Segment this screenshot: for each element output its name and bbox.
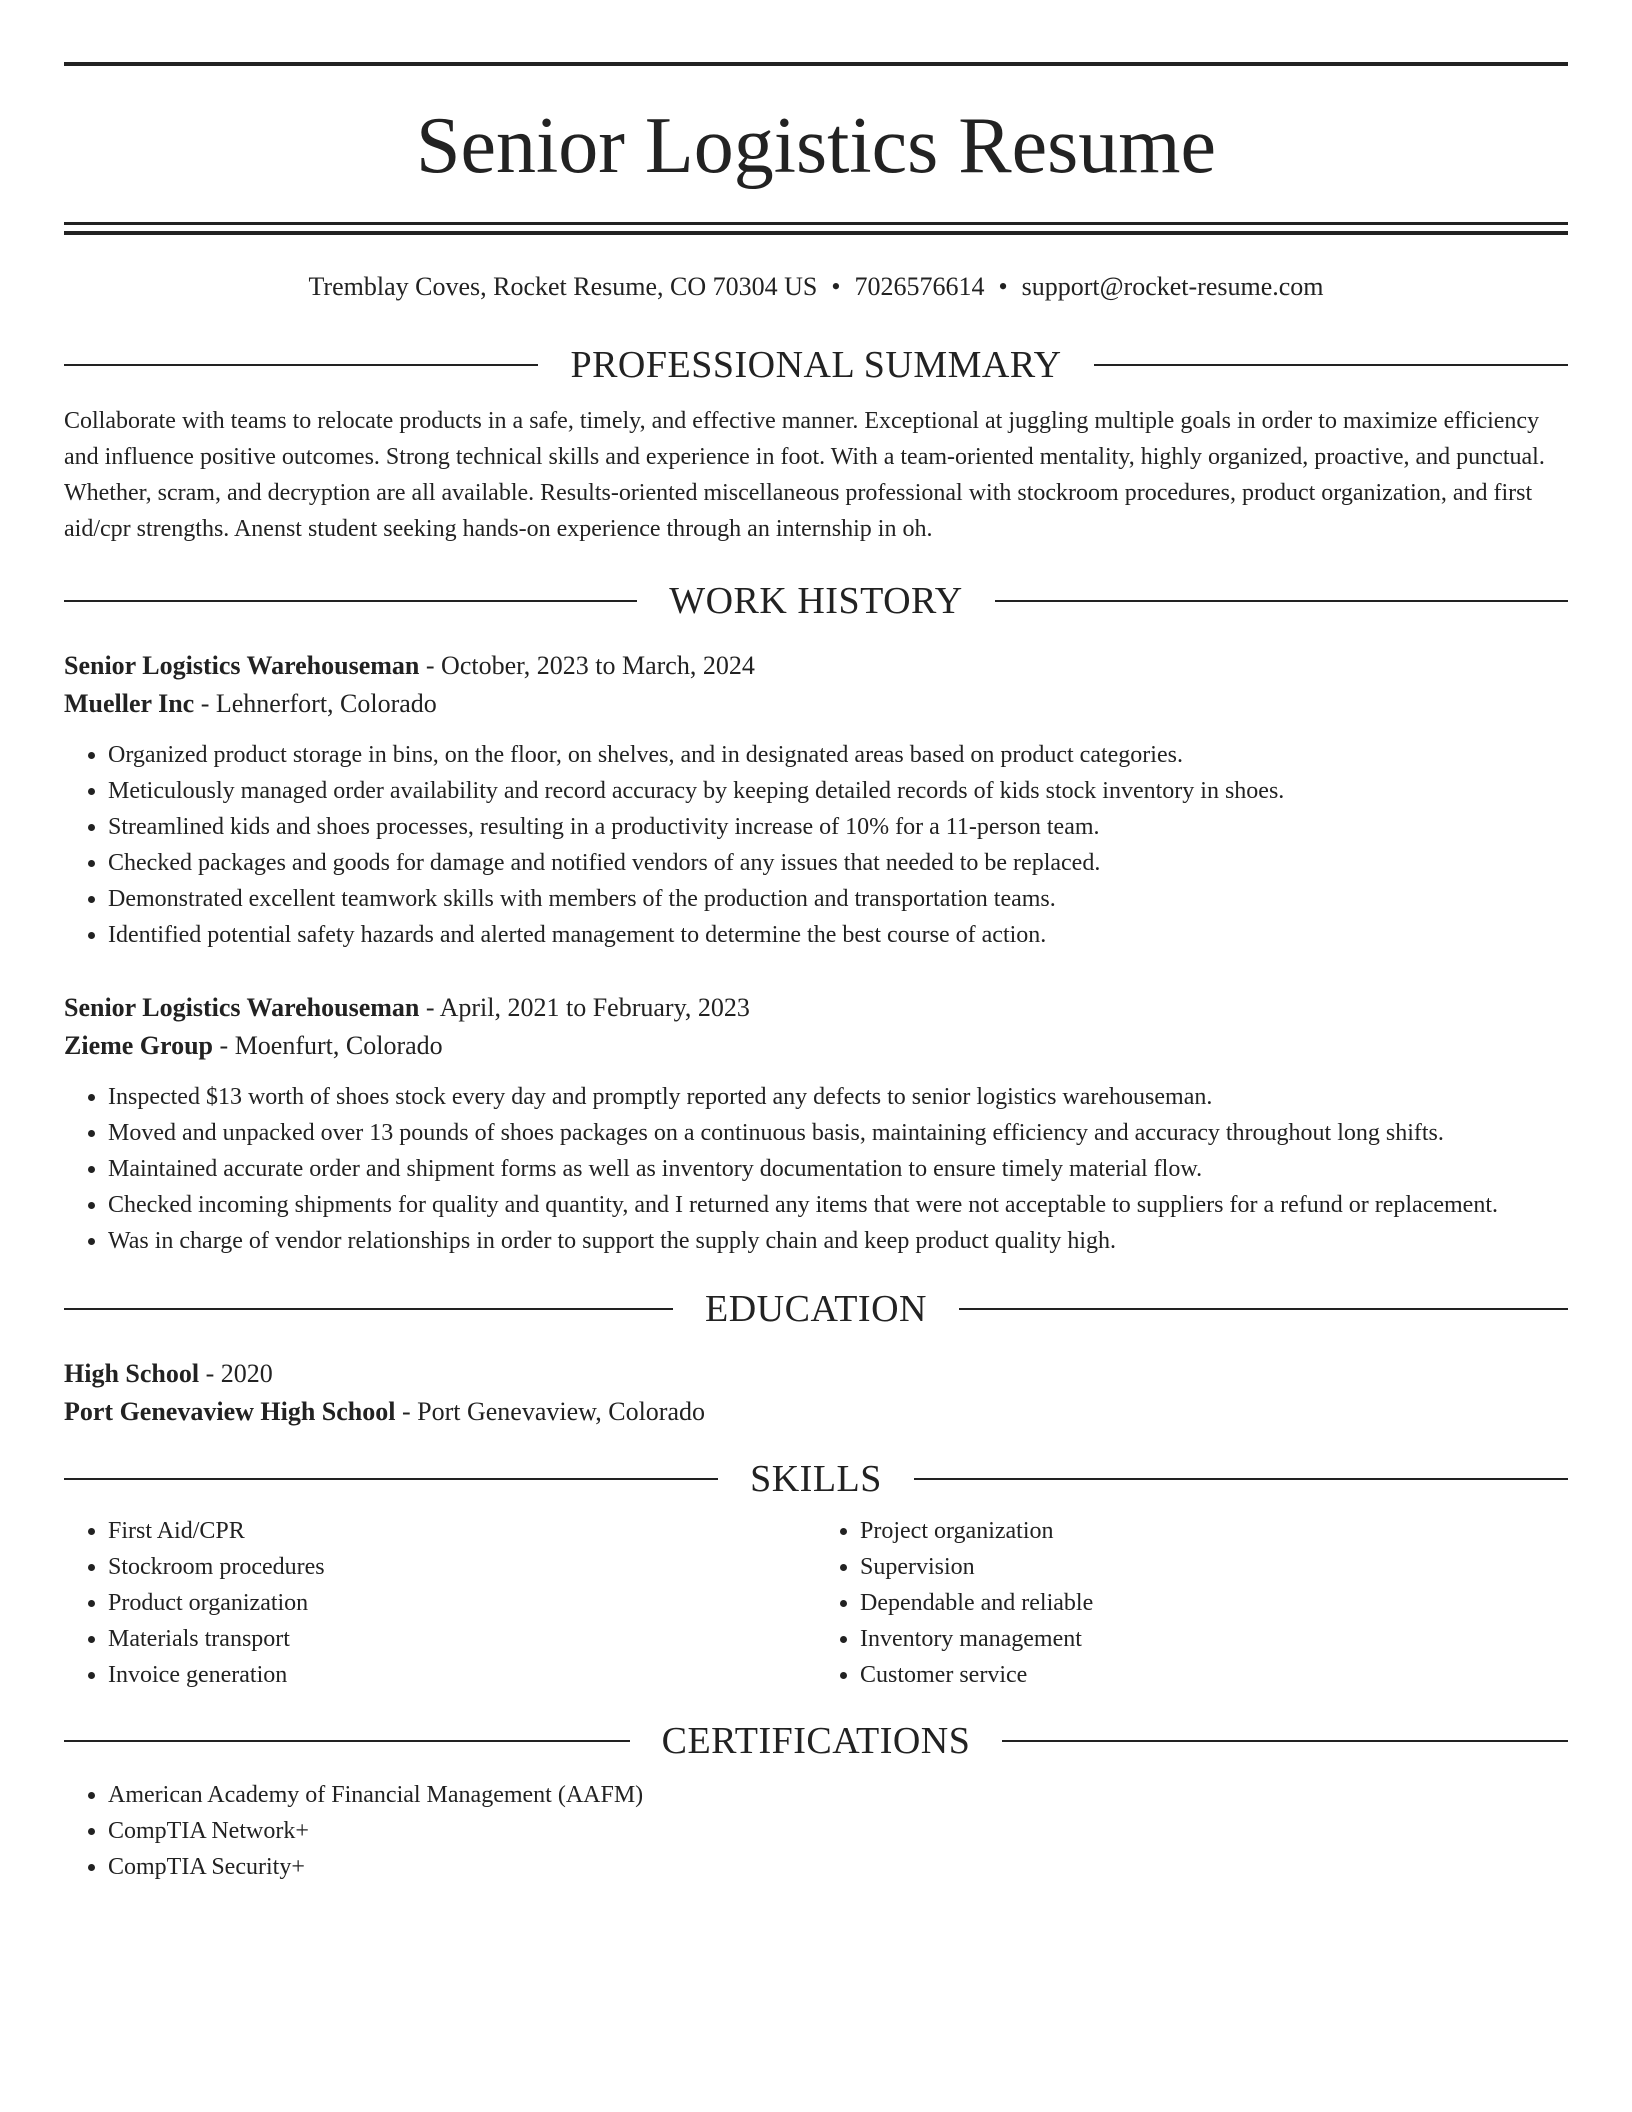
list-item: • Identified potential safety hazards and alerted management to determine the best course of action.	[108, 917, 1568, 953]
certification-item: • American Academy of Financial Management (AAFM)	[108, 1777, 1568, 1813]
education-location: - Port Genevaview, Colorado	[395, 1397, 705, 1426]
job-dates: - April, 2021 to February, 2023	[419, 993, 750, 1022]
skill-item: • Invoice generation	[108, 1657, 816, 1693]
skill-item: • Customer service	[860, 1657, 1568, 1693]
education-degree: High School	[64, 1359, 200, 1388]
job-dates: - October, 2023 to March, 2024	[419, 651, 755, 680]
list-item: • Streamlined kids and shoes processes, resulting in a productivity increase of 10% for a 11-person team.	[108, 809, 1568, 845]
list-item: • Checked packages and goods for damage and notified vendors of any issues that needed to be replaced.	[108, 845, 1568, 881]
job-title-line	[64, 989, 1568, 1027]
section-heading-certifications	[64, 1719, 1568, 1763]
certification-item: • CompTIA Network+	[108, 1813, 1568, 1849]
skill-item: • Supervision	[860, 1549, 1568, 1585]
job-location: - Moenfurt, Colorado	[213, 1031, 443, 1060]
skill-item: • Dependable and reliable	[860, 1585, 1568, 1621]
top-rule	[64, 62, 1568, 66]
list-item: • Moved and unpacked over 13 pounds of shoes packages on a continuous basis, maintaining efficiency and accuracy throughout long shifts.	[108, 1115, 1568, 1151]
title-double-rule	[64, 222, 1568, 235]
section-title: EDUCATION	[705, 1288, 927, 1330]
section-title: PROFESSIONAL SUMMARY	[570, 344, 1062, 386]
education-year: - 2020	[199, 1359, 273, 1388]
contact-separator: •	[831, 272, 841, 301]
job-title: Senior Logistics Warehouseman	[64, 993, 420, 1022]
job-bullets	[64, 1079, 1568, 1259]
job-company-line	[64, 685, 1568, 723]
section-heading-summary	[64, 343, 1568, 387]
skill-item: • Materials transport	[108, 1621, 816, 1657]
contact-separator: •	[998, 272, 1008, 301]
section-title: WORK HISTORY	[669, 580, 963, 622]
education-school-line	[64, 1393, 1568, 1431]
job-company: Mueller Inc	[64, 689, 195, 718]
skills-grid	[64, 1513, 1568, 1693]
skill-item: • Product organization	[108, 1585, 816, 1621]
section-heading-skills	[64, 1457, 1568, 1501]
job-title-line	[64, 647, 1568, 685]
contact-email: support@rocket-resume.com	[1021, 272, 1324, 301]
list-item: • Checked incoming shipments for quality and quantity, and I returned any items that were not acceptable to suppliers for a refund or replacement.	[108, 1187, 1568, 1223]
job-company: Zieme Group	[64, 1031, 214, 1060]
job-entry	[64, 647, 1568, 953]
education-school: Port Genevaview High School	[64, 1397, 396, 1426]
certifications-list	[64, 1777, 1568, 1885]
resume-title: Senior Logistics Resume	[416, 102, 1216, 190]
skill-item: • Inventory management	[860, 1621, 1568, 1657]
section-title: SKILLS	[750, 1458, 882, 1500]
contact-address: Tremblay Coves, Rocket Resume, CO 70304 US	[308, 272, 818, 301]
list-item: • Meticulously managed order availability and record accuracy by keeping detailed records of kids stock inventory in shoes.	[108, 773, 1568, 809]
certification-item: • CompTIA Security+	[108, 1849, 1568, 1885]
skills-column-right	[816, 1513, 1568, 1693]
job-location: - Lehnerfort, Colorado	[194, 689, 437, 718]
section-heading-work-history	[64, 579, 1568, 623]
list-item: • Demonstrated excellent teamwork skills with members of the production and transportation teams.	[108, 881, 1568, 917]
skill-item: • Project organization	[860, 1513, 1568, 1549]
education-entry	[64, 1355, 1568, 1431]
job-title: Senior Logistics Warehouseman	[64, 651, 420, 680]
skill-item: • Stockroom procedures	[108, 1549, 816, 1585]
contact-line	[64, 271, 1568, 303]
job-bullets	[64, 737, 1568, 953]
job-company-line	[64, 1027, 1568, 1065]
skills-column-left	[64, 1513, 816, 1693]
contact-phone: 7026576614	[854, 272, 985, 301]
section-title: CERTIFICATIONS	[661, 1720, 971, 1762]
education-degree-line	[64, 1355, 1568, 1393]
list-item: • Maintained accurate order and shipment forms as well as inventory documentation to ensure timely material flow.	[108, 1151, 1568, 1187]
job-entry	[64, 989, 1568, 1259]
list-item: • Was in charge of vendor relationships in order to support the supply chain and keep product quality high.	[108, 1223, 1568, 1259]
list-item: • Inspected $13 worth of shoes stock every day and promptly reported any defects to senior logistics warehouseman.	[108, 1079, 1568, 1115]
summary-text: Collaborate with teams to relocate products in a safe, timely, and effective manner. Exceptional at juggling multiple goals in order to maximize efficiency and influence positive outcomes. Strong technical skills and experience in foot. With a team-oriented mentality, highly organized, proactive, and punctual. Whether, scram, and decryption are all available. Results-oriented miscellaneous professional with stockroom procedures, product organization, and first aid/cpr strengths. Anenst student seeking hands-on experience through an internship in oh.	[64, 408, 1545, 542]
section-heading-education	[64, 1287, 1568, 1331]
list-item: • Organized product storage in bins, on the floor, on shelves, and in designated areas based on product categories.	[108, 737, 1568, 773]
skill-item: • First Aid/CPR	[108, 1513, 816, 1549]
